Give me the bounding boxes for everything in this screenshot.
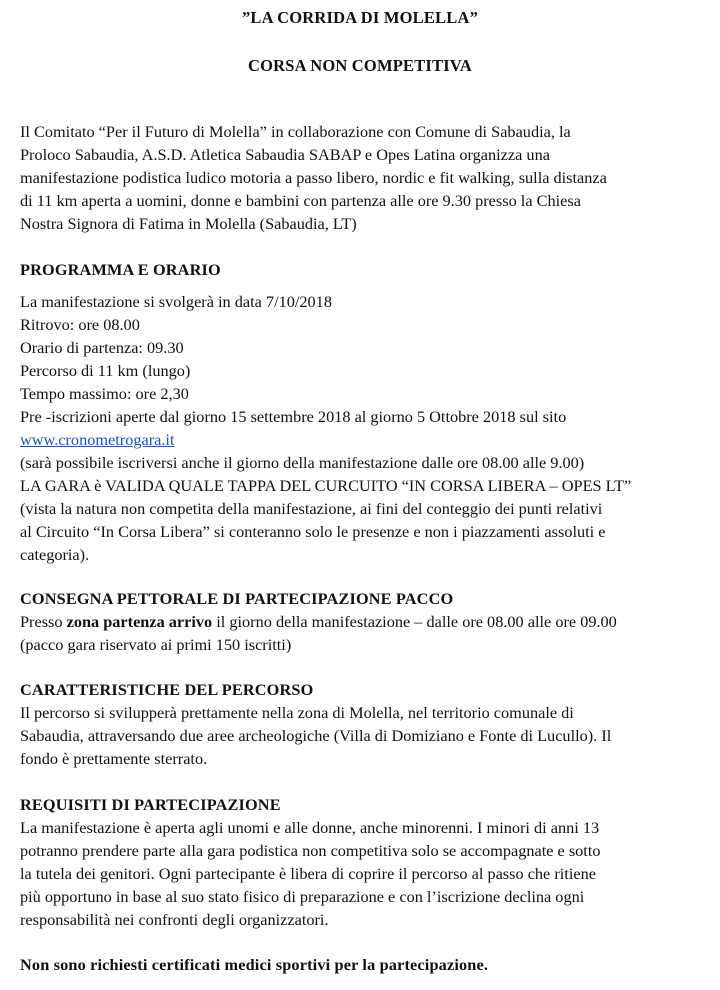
programma-line: al Circuito “In Corsa Libera” si conteranno solo le presenze e non i piazzamenti assoluti e [20,522,606,541]
percorso-line: fondo è prettamente sterrato. [20,749,208,768]
programma-line: Pre -iscrizioni aperte dal giorno 15 settembre 2018 al giorno 5 Ottobre 2018 sul sito [20,407,567,426]
section-percorso [20,678,710,770]
programma-line: La manifestazione si svolgerà in data 7/10/2018 [20,292,332,311]
consegna-line: (pacco gara riservato ai primi 150 iscritti) [20,635,292,654]
section-heading: CONSEGNA PETTORALE DI PARTECIPAZIONE PACCO [20,589,454,608]
intro-paragraph [20,120,710,235]
intro-line: di 11 km aperta a uomini, donne e bambini con partenza alle ore 9.30 presso la Chiesa [20,191,581,210]
programma-line: categoria). [20,545,90,564]
percorso-line: Il percorso si svilupperà prettamente nella zona di Molella, nel territorio comunale di [20,703,574,722]
percorso-line: Sabaudia, attraversando due aree archeologiche (Villa di Domiziano e Fonte di Lucullo). Il [20,726,612,745]
intro-line: manifestazione podistica ludico motoria a passo libero, nordic e fit walking, sulla distanza [20,168,607,187]
consegna-text: Presso [20,612,67,631]
programma-line: Orario di partenza: 09.30 [20,338,184,357]
section-heading: PROGRAMMA E ORARIO [20,260,221,279]
requisiti-line: La manifestazione è aperta agli unomi e alle donne, anche minorenni. I minori di anni 13 [20,818,600,837]
document-title: ”LA CORRIDA DI MOLELLA” [241,8,479,27]
consegna-line [20,610,710,633]
programma-line: LA GARA è VALIDA QUALE TAPPA DEL CURCUITO “IN CORSA LIBERA – OPES LT” [20,476,632,495]
final-note-text: Non sono richiesti certificati medici sportivi per la partecipazione. [20,955,489,974]
section-consegna [20,587,710,656]
programma-line: (sarà possibile iscriversi anche il giorno della manifestazione dalle ore 08.00 alle 9.00) [20,453,585,472]
consegna-location: zona partenza arrivo [66,612,213,631]
section-heading: REQUISITI DI PARTECIPAZIONE [20,795,281,814]
programma-line: Percorso di 11 km (lungo) [20,361,191,380]
intro-line: Nostra Signora di Fatima in Molella (Sabaudia, LT) [20,214,357,233]
intro-line: Il Comitato “Per il Futuro di Molella” in collaborazione con Comune di Sabaudia, la [20,122,571,141]
programma-line: Tempo massimo: ore 2,30 [20,384,189,403]
requisiti-line: responsabilità nei confronti degli organizzatori. [20,910,329,929]
final-note [20,953,710,976]
consegna-text: il giorno della manifestazione – dalle ore 08.00 alle ore 09.00 [212,612,617,631]
requisiti-line: la tutela dei genitori. Ogni partecipante è libera di coprire il percorso al passo che ritiene [20,864,596,883]
programma-line: Ritrovo: ore 08.00 [20,315,140,334]
programma-body [20,290,710,566]
section-requisiti [20,793,710,931]
requisiti-line: potranno prendere parte alla gara podistica non competitiva solo se accompagnate e sotto [20,841,601,860]
requisiti-line: più opportuno in base al suo stato fisico di preparazione e con l’iscrizione declina ogni [20,887,585,906]
section-heading: CARATTERISTICHE DEL PERCORSO [20,680,314,699]
section-programma [20,258,710,281]
registration-site-link[interactable]: www.cronometrogara.it [20,430,175,449]
programma-line: (vista la natura non competita della manifestazione, ai fini del conteggio dei punti relativi [20,499,603,518]
document-subtitle: CORSA NON COMPETITIVA [248,56,472,75]
intro-line: Proloco Sabaudia, A.S.D. Atletica Sabaudia SABAP e Opes Latina organizza una [20,145,550,164]
